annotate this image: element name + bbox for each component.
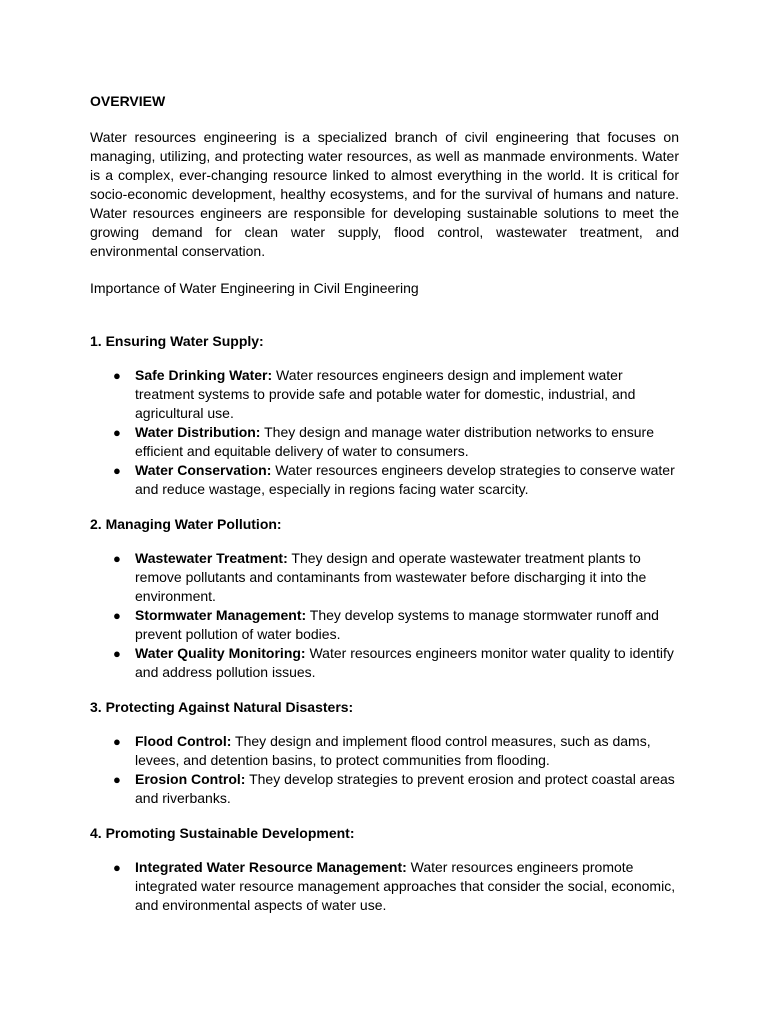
item-text: They design and operate wastewater treatment plants to remove pollutants and contaminants from wastewater before discharging it into the environment. — [135, 550, 647, 604]
list-item — [113, 858, 679, 915]
list-item — [113, 770, 679, 808]
list-item — [113, 644, 679, 682]
item-term: Integrated Water Resource Management: — [135, 859, 407, 875]
overview-heading: OVERVIEW — [90, 93, 166, 109]
bullet-icon: ● — [113, 551, 121, 566]
section-protecting-against-natural-disasters — [90, 698, 679, 808]
item-text: They develop strategies to prevent erosion and protect coastal areas and riverbanks. — [135, 771, 675, 806]
list-item — [113, 549, 679, 606]
bullet-list — [90, 732, 679, 808]
bullet-list — [90, 858, 679, 915]
intro-paragraph: Water resources engineering is a specialized branch of civil engineering that focuses on managing, utilizing, and protecting water resources, as well as manmade environments. Water is a complex, ever-changing resource linked to almost everything in the world. It is critical for socio-economic development, healthy ecosystems, and for the survival of humans and nature. Water resources engineers are responsible for developing sustainable solutions to meet the growing demand for clean water supply, flood control, wastewater treatment, and environmental conservation. — [90, 129, 679, 259]
item-term: Stormwater Management: — [135, 607, 307, 623]
list-item — [113, 366, 679, 423]
document-page — [90, 92, 679, 915]
item-term: Wastewater Treatment: — [135, 550, 288, 566]
list-item — [113, 732, 679, 770]
bullet-list — [90, 549, 679, 682]
section-promoting-sustainable-development — [90, 824, 679, 915]
bullet-icon: ● — [113, 860, 121, 875]
item-text: They design and manage water distribution networks to ensure efficient and equitable delivery of water to consumers. — [135, 424, 655, 459]
bullet-icon: ● — [113, 646, 121, 661]
bullet-icon: ● — [113, 608, 121, 623]
section-title: 3. Protecting Against Natural Disasters: — [90, 699, 354, 715]
list-item — [113, 461, 679, 499]
section-managing-water-pollution — [90, 515, 679, 682]
bullet-icon: ● — [113, 425, 121, 440]
item-term: Water Quality Monitoring: — [135, 645, 306, 661]
item-text: They design and implement flood control measures, such as dams, levees, and detention basins, to protect communities from flooding. — [135, 733, 651, 768]
importance-subtitle: Importance of Water Engineering in Civil Engineering — [90, 280, 419, 296]
section-title: 2. Managing Water Pollution: — [90, 516, 282, 532]
item-text: Water resources engineers design and implement water treatment systems to provide safe and potable water for domestic, industrial, and agricultural use. — [135, 367, 636, 421]
item-text: Water resources engineers promote integrated water resource management approaches that consider the social, economic, and environmental aspects of water use. — [135, 859, 676, 913]
item-term: Water Conservation: — [135, 462, 272, 478]
item-term: Erosion Control: — [135, 771, 246, 787]
section-title: 1. Ensuring Water Supply: — [90, 333, 264, 349]
item-term: Safe Drinking Water: — [135, 367, 273, 383]
bullet-list — [90, 366, 679, 499]
bullet-icon: ● — [113, 463, 121, 478]
item-term: Water Distribution: — [135, 424, 261, 440]
list-item — [113, 423, 679, 461]
bullet-icon: ● — [113, 734, 121, 749]
item-text: Water resources engineers develop strategies to conserve water and reduce wastage, especially in regions facing water scarcity. — [135, 462, 675, 497]
item-term: Flood Control: — [135, 733, 232, 749]
list-item — [113, 606, 679, 644]
item-text: Water resources engineers monitor water quality to identify and address pollution issues. — [135, 645, 674, 680]
item-text: They develop systems to manage stormwater runoff and prevent pollution of water bodies. — [135, 607, 659, 642]
section-title: 4. Promoting Sustainable Development: — [90, 825, 355, 841]
bullet-icon: ● — [113, 368, 121, 383]
section-ensuring-water-supply — [90, 332, 679, 499]
bullet-icon: ● — [113, 772, 121, 787]
